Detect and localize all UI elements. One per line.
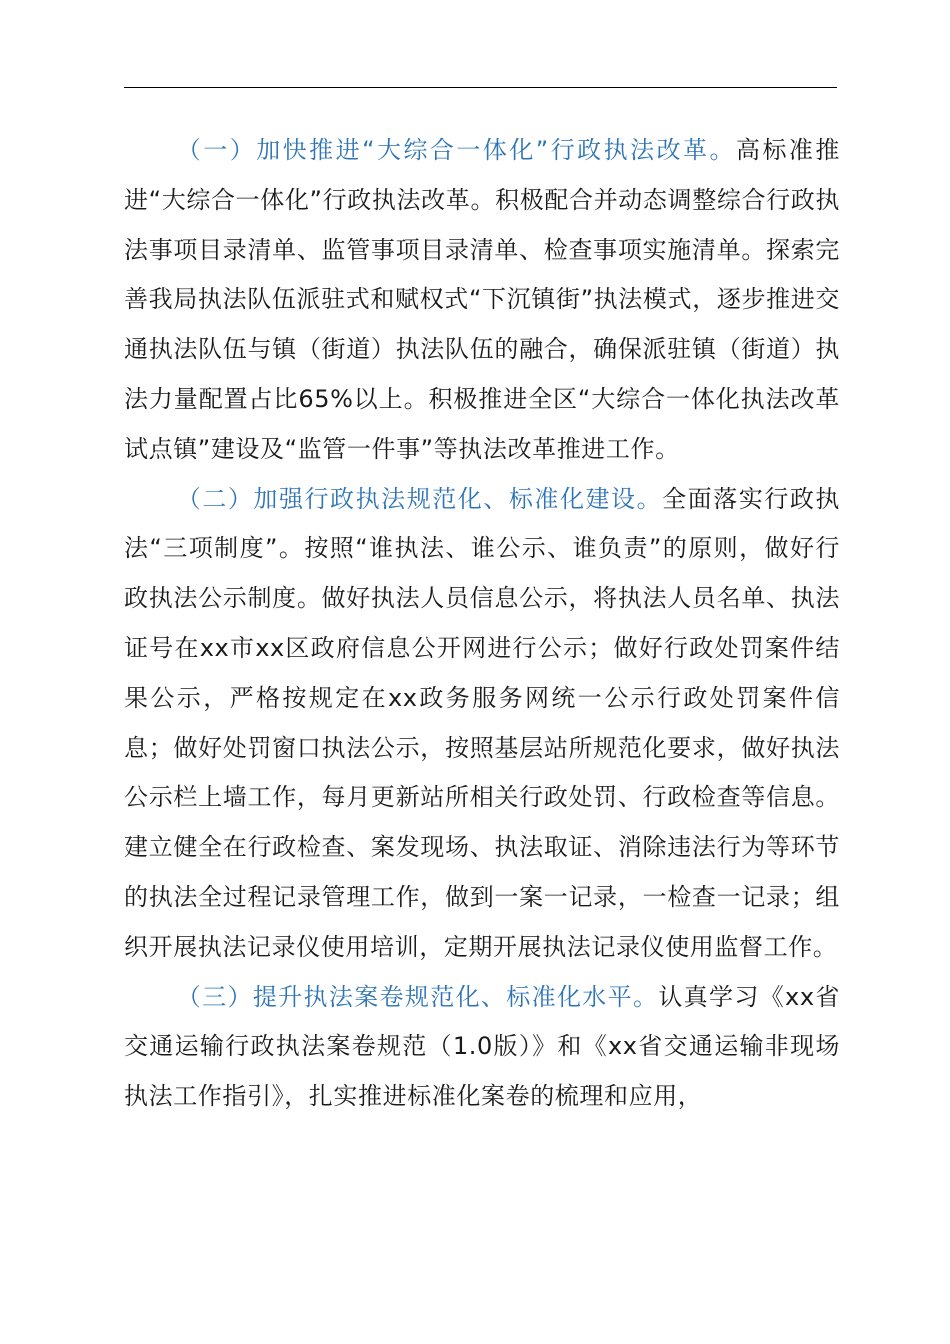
section-body-2: 全面落实行政执法“三项制度”。按照“谁执法、谁公示、谁负责”的原则，做好行政执法公示制度。做好执法人员信息公示，将执法人员名单、执法证号在xx市xx区政府信息公开网进行公示；做好行政处罚案件结果公示，严格按规定在xx政务服务网统一公示行政处罚案件信息；做好处罚窗口执法公示，按照基层站所规范化要求，做好执法公示栏上墙工作，每月更新站所相关行政处罚、行政检查等信息。建立健全在行政检查、案发现场、执法取证、消除违法行为等环节的执法全过程记录管理工作，做到一案一记录，一检查一记录；组织开展执法记录仪使用培训，定期开展执法记录仪使用监督工作。 <box>124 484 841 961</box>
section-body-3: 认真学习《xx省交通运输行政执法案卷规范（1.0版）》和《xx省交通运输非现场执法工作指引》，扎实推进标准化案卷的梳理和应用， <box>124 982 840 1111</box>
paragraph-section-1 <box>124 126 840 475</box>
document-body <box>124 126 840 1122</box>
header-rule <box>124 87 837 88</box>
section-heading-1: （一）加快推进“大综合一体化”行政执法改革。 <box>176 136 736 164</box>
section-heading-2: （二）加强行政执法规范化、标准化建设。 <box>176 484 663 513</box>
section-heading-3: （三）提升执法案卷规范化、标准化水平。 <box>176 982 659 1011</box>
paragraph-section-3 <box>124 973 840 1122</box>
paragraph-section-2 <box>124 475 840 973</box>
section-body-1: 高标准推进“大综合一体化”行政执法改革。积极配合并动态调整综合行政执法事项目录清单、监管事项目录清单、检查事项实施清单。探索完善我局执法队伍派驻式和赋权式“下沉镇街”执法模式，逐步推进交通执法队伍与镇（街道）执法队伍的融合，确保派驻镇（街道）执法力量配置占比65%以上。积极推进全区“大综合一体化执法改革试点镇”建设及“监管一件事”等执法改革推进工作。 <box>124 136 840 463</box>
